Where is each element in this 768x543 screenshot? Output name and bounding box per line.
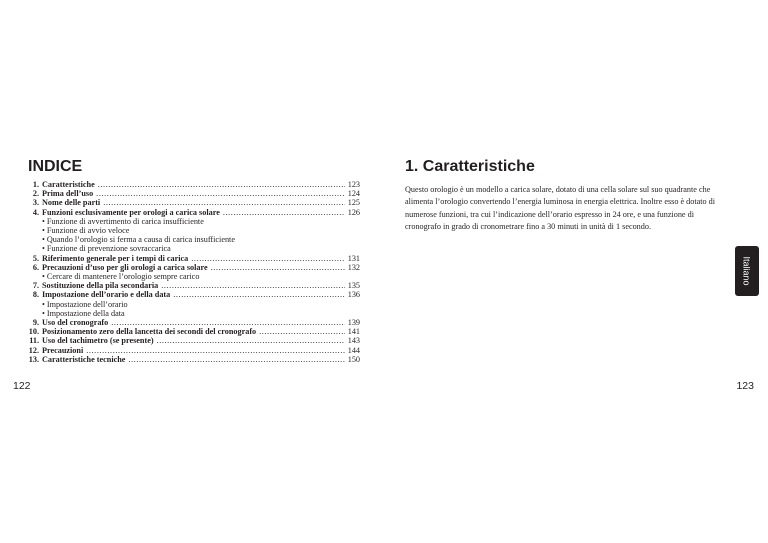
toc-entry-number: 2. — [32, 189, 39, 199]
toc-entry-page: 123 — [347, 180, 360, 189]
toc-dot-leader — [111, 318, 344, 327]
toc-entry-number: 11. — [29, 336, 39, 346]
bullet-icon: • — [42, 299, 45, 309]
toc-entry-title: Funzioni esclusivamente per orologi a carica solare — [42, 207, 220, 217]
toc-subentry-text: Funzione di avvio veloce — [46, 226, 130, 236]
toc-dot-leader — [98, 180, 345, 189]
toc-entry-title: Prima dell’uso — [42, 189, 94, 199]
bullet-icon: • — [42, 226, 45, 236]
right-page — [384, 0, 768, 543]
toc-dot-leader — [96, 189, 345, 198]
toc-entry-number: 6. — [32, 262, 39, 272]
toc-entry-page: 139 — [347, 318, 360, 328]
toc-subentry — [28, 300, 360, 309]
toc-entry-page: 132 — [347, 262, 360, 272]
toc-entry-title: Caratteristiche — [42, 180, 95, 189]
toc-entry-page: 136 — [347, 290, 360, 300]
toc-entry-number: 4. — [32, 207, 39, 217]
toc-entry — [28, 318, 360, 327]
toc-entry-title: Precauzioni d’uso per gli orologi a carica solare — [42, 262, 208, 272]
toc-dot-leader — [128, 355, 344, 364]
toc-subentry-text: Cercare di mantenere l’orologio sempre carico — [46, 272, 200, 282]
toc-subentry-text: Funzione di avvertimento di carica insufficiente — [46, 216, 204, 226]
toc-entry-page: 125 — [347, 198, 360, 208]
bullet-icon: • — [42, 308, 45, 318]
toc-dot-leader — [157, 336, 345, 345]
toc-entry-number: 8. — [32, 290, 39, 300]
toc-dot-leader — [173, 290, 344, 299]
toc-entry-title: Sostituzione della pila secondaria — [42, 281, 159, 291]
toc-dot-leader — [103, 198, 345, 207]
bullet-icon: • — [42, 235, 45, 245]
toc-subentry-text: Impostazione dell’orario — [46, 299, 128, 309]
toc-entry-page: 150 — [347, 354, 360, 364]
toc-subentry — [28, 217, 360, 226]
toc-entry — [28, 263, 360, 272]
toc-subentry — [28, 244, 360, 253]
section-body-text: Questo orologio è un modello a carica solare, dotato di una cella solare sul suo quadrante che alimenta l’orologio convertendo l’energia luminosa in energia elettrica. Inoltre esso è dotato di numerose funzioni, tra cui l’indicazione dell’orario espresso in 24 ore, e una funzione di cronografo in grado di cronometrare fino a 30 minuti in unità di 1 secondo. — [405, 185, 716, 231]
toc-entry — [28, 180, 360, 189]
toc-entry-title: Nome delle parti — [42, 198, 101, 208]
bullet-icon: • — [42, 272, 45, 282]
toc-subentry — [28, 235, 360, 244]
toc-entry-number: 12. — [28, 345, 39, 355]
toc-entry — [28, 281, 360, 290]
toc-entry-title: Precauzioni — [42, 345, 84, 355]
toc-subentry-text: Impostazione della data — [46, 308, 125, 318]
toc-subentry-text: Quando l’orologio si ferma a causa di carica insufficiente — [46, 235, 235, 245]
toc-entry-page: 124 — [347, 189, 360, 199]
toc-subentry — [28, 309, 360, 318]
toc-entry-page: 135 — [347, 281, 360, 291]
bullet-icon: • — [42, 244, 45, 254]
table-of-contents — [28, 180, 360, 364]
language-tab — [735, 246, 759, 296]
toc-entry-number: 1. — [32, 180, 39, 189]
toc-entry — [28, 254, 360, 263]
toc-entry-number: 7. — [32, 281, 39, 291]
toc-dot-leader — [211, 263, 345, 272]
toc-entry-number: 5. — [32, 253, 39, 263]
toc-subentry — [28, 272, 360, 281]
toc-entry-page: 143 — [347, 336, 360, 346]
page-number-left: 122 — [13, 380, 31, 392]
toc-dot-leader — [191, 254, 344, 263]
toc-entry-title: Riferimento generale per i tempi di carica — [42, 253, 189, 263]
page-number-right: 123 — [736, 380, 754, 392]
toc-entry-title: Uso del cronografo — [42, 318, 109, 328]
toc-entry — [28, 290, 360, 299]
toc-entry-page: 126 — [347, 207, 360, 217]
toc-dot-leader — [161, 281, 344, 290]
toc-entry-number: 9. — [32, 318, 39, 328]
index-heading: INDICE — [28, 158, 83, 175]
toc-entry-page: 144 — [347, 345, 360, 355]
toc-entry-number: 10. — [28, 327, 39, 337]
toc-dot-leader — [259, 327, 345, 336]
toc-entry — [28, 208, 360, 217]
toc-entry-page: 141 — [347, 327, 360, 337]
bullet-icon: • — [42, 216, 45, 226]
toc-subentry-text: Funzione di prevenzione sovraccarica — [46, 244, 171, 254]
toc-entry — [28, 355, 360, 364]
toc-entry — [28, 346, 360, 355]
toc-entry — [28, 327, 360, 336]
toc-entry — [28, 189, 360, 198]
toc-entry-title: Impostazione dell’orario e della data — [42, 290, 171, 300]
toc-entry-title: Caratteristiche tecniche — [42, 354, 126, 364]
toc-entry-number: 13. — [28, 354, 39, 364]
toc-entry-page: 131 — [347, 253, 360, 263]
language-tab-label: Italiano — [742, 256, 752, 286]
toc-entry — [28, 336, 360, 345]
toc-entry — [28, 198, 360, 207]
toc-entry-title: Posizionamento zero della lancetta dei secondi del cronografo — [42, 327, 257, 337]
toc-entry-number: 3. — [32, 198, 39, 208]
section-heading: 1. Caratteristiche — [405, 158, 535, 175]
toc-dot-leader — [86, 346, 344, 355]
toc-dot-leader — [223, 208, 345, 217]
toc-entry-title: Uso del tachimetro (se presente) — [42, 336, 154, 346]
toc-subentry — [28, 226, 360, 235]
